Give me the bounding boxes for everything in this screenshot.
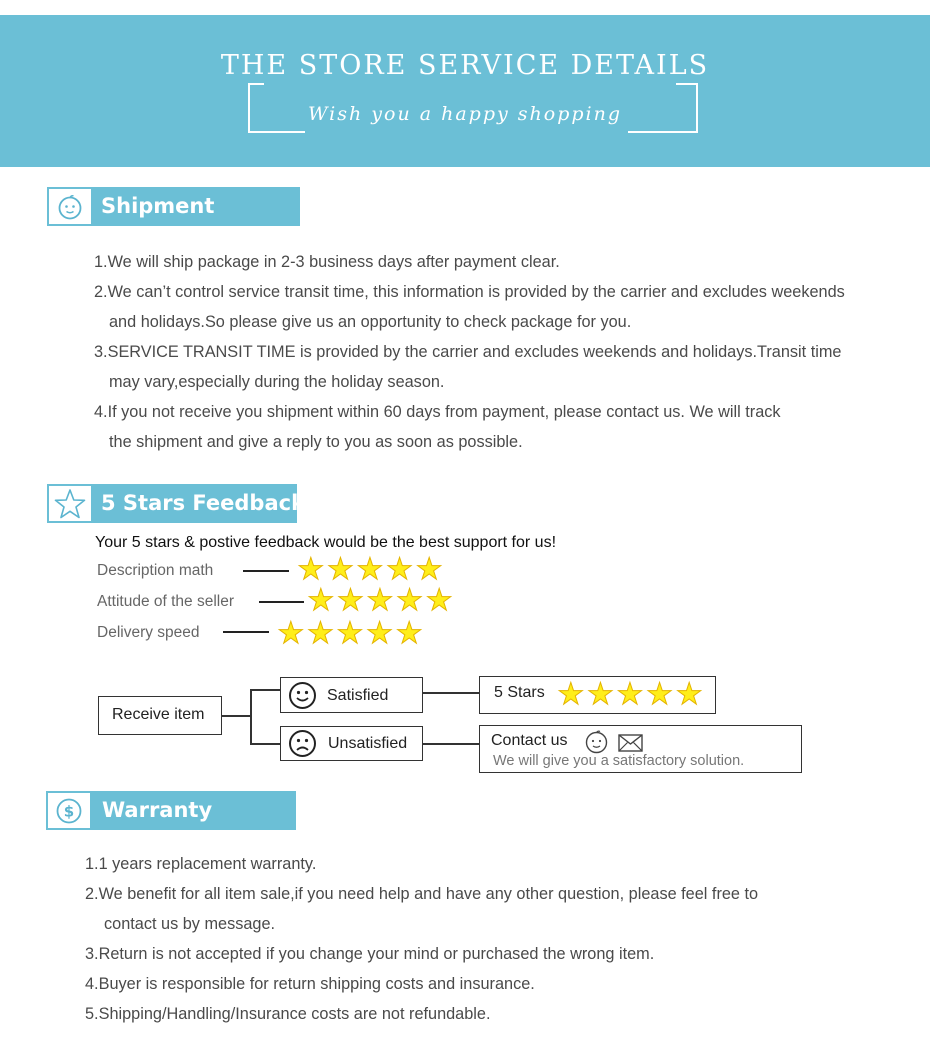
shipment-line: may vary,especially during the holiday season. — [109, 373, 445, 391]
sad-face-icon — [288, 729, 317, 758]
star-icon: ★ — [306, 616, 334, 651]
star-icon: ★ — [336, 583, 364, 618]
star-icon: ★ — [326, 552, 354, 587]
shipment-heading — [47, 187, 300, 226]
solution-text: We will give you a satisfactory solution. — [493, 753, 745, 769]
warranty-line: 3.Return is not accepted if you change your mind or purchased the wrong item. — [85, 945, 655, 963]
smiley-face-icon — [584, 729, 609, 754]
shipment-line: 1.We will ship package in 2-3 business days after payment clear. — [94, 253, 560, 271]
frame-line — [248, 83, 264, 85]
unsatisfied-label: Unsatisfied — [328, 735, 408, 752]
feedback-intro: Your 5 stars & postive feedback would be the best support for us! — [95, 534, 557, 551]
star-icon: ★ — [297, 552, 325, 587]
shipment-line: and holidays.So please give us an opportunity to check package for you. — [109, 313, 632, 331]
happy-face-icon — [288, 681, 317, 710]
rating-label-description: Description math — [97, 562, 214, 579]
star-icon: ★ — [386, 552, 414, 587]
star-icon: ★ — [336, 616, 364, 651]
flow-connector — [250, 743, 280, 745]
dollar-coin-icon — [48, 793, 90, 828]
star-icon: ★ — [586, 677, 614, 712]
warranty-line: 5.Shipping/Handling/Insurance costs are not refundable. — [85, 1005, 491, 1023]
warranty-line: 2.We benefit for all item sale,if you need help and have any other question, please feel free to — [85, 885, 759, 903]
shipment-line: 2.We can’t control service transit time, this information is provided by the carrier and excludes weekends — [94, 283, 845, 301]
warranty-line: 4.Buyer is responsible for return shipping costs and insurance. — [85, 975, 535, 993]
rating-connector — [243, 570, 289, 572]
header-banner — [0, 15, 930, 167]
star-icon: ★ — [366, 583, 394, 618]
satisfied-label: Satisfied — [327, 687, 389, 704]
warranty-line: 1.1 years replacement warranty. — [85, 855, 317, 873]
star-icon: ★ — [675, 677, 703, 712]
shipment-line: 3.SERVICE TRANSIT TIME is provided by the carrier and excludes weekends and holidays.Transit time — [94, 343, 842, 361]
feedback-heading-label: 5 Stars Feedback — [101, 491, 306, 515]
star-icon: ★ — [557, 677, 585, 712]
rating-label-delivery: Delivery speed — [97, 624, 200, 641]
star-outline-icon — [49, 486, 91, 521]
star-icon: ★ — [366, 616, 394, 651]
flow-connector — [423, 692, 479, 694]
frame-line — [628, 131, 698, 133]
shipment-line: the shipment and give a reply to you as soon as possible. — [109, 433, 523, 451]
frame-line — [248, 131, 305, 133]
five-stars-rating — [556, 677, 704, 712]
rating-stars-attitude — [306, 583, 454, 618]
rating-label-attitude: Attitude of the seller — [97, 593, 234, 610]
flow-connector — [222, 715, 251, 717]
star-icon: ★ — [425, 583, 453, 618]
smiley-face-icon — [49, 189, 91, 224]
banner-subtitle: Wish you a happy shopping — [307, 103, 622, 125]
flow-connector — [423, 743, 479, 745]
shipment-heading-label: Shipment — [101, 194, 215, 218]
star-icon: ★ — [616, 677, 644, 712]
five-stars-label: 5 Stars — [494, 684, 545, 701]
rating-connector — [223, 631, 269, 633]
star-icon: ★ — [415, 552, 443, 587]
svg-text:$: $ — [63, 802, 75, 820]
star-icon: ★ — [396, 583, 424, 618]
banner-title: THE STORE SERVICE DETAILS — [220, 50, 710, 81]
rating-stars-description — [296, 552, 444, 587]
warranty-heading-label: Warranty — [102, 798, 213, 822]
frame-line — [676, 83, 698, 85]
star-icon: ★ — [356, 552, 384, 587]
star-icon: ★ — [646, 677, 674, 712]
flow-connector — [250, 689, 280, 691]
envelope-icon[interactable] — [618, 734, 643, 752]
star-icon: ★ — [395, 616, 423, 651]
star-icon: ★ — [307, 583, 335, 618]
flow-connector — [250, 689, 252, 744]
warranty-line: contact us by message. — [104, 915, 276, 933]
contact-us-label: Contact us — [491, 732, 568, 749]
rating-connector — [259, 601, 304, 603]
warranty-heading — [46, 791, 296, 830]
rating-stars-delivery — [276, 616, 424, 651]
feedback-heading — [47, 484, 306, 523]
shipment-line: 4.If you not receive you shipment within 60 days from payment, please contact us. We will track — [94, 403, 781, 421]
receive-item-label: Receive item — [112, 706, 205, 723]
star-icon: ★ — [277, 616, 305, 651]
